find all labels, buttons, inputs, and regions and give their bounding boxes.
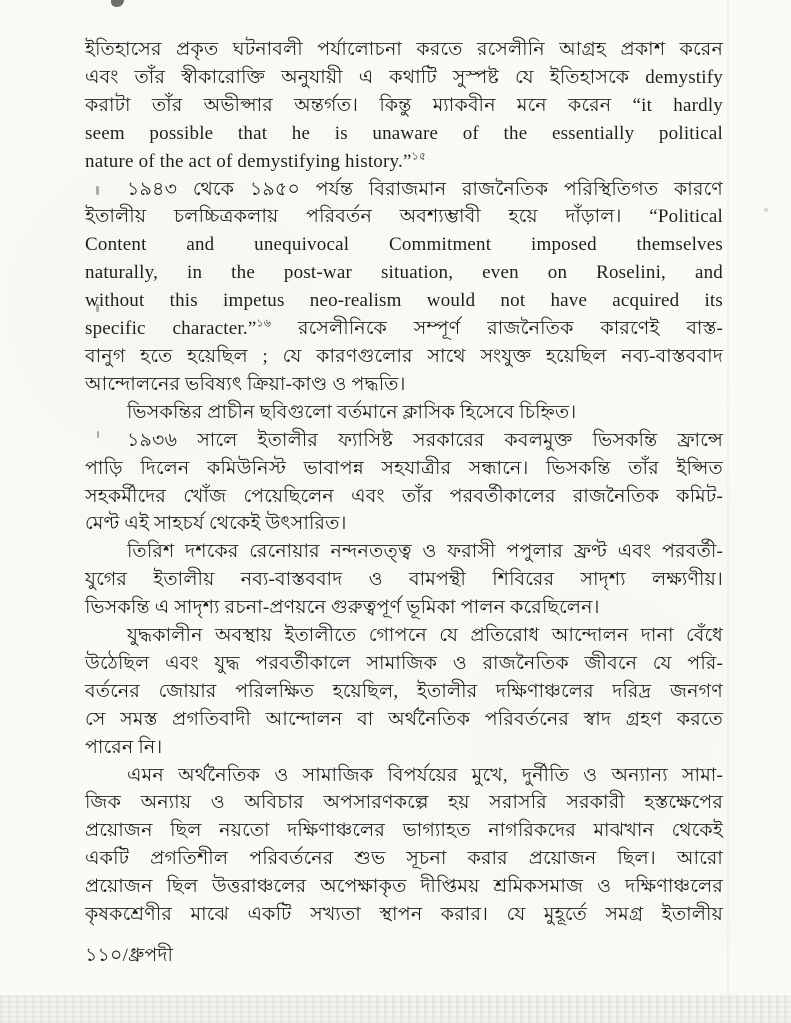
paragraph <box>85 36 723 176</box>
text-line: specific character.”$^{১৬}$ রসেলীনিকে সম্পূর্ণ রাজনৈতিক কারণেই বাস্ত- <box>85 317 724 340</box>
paragraph <box>85 762 723 929</box>
paragraph <box>85 538 723 622</box>
text-line: ১৯৪৩ থেকে ১৯৫০ পর্যন্ত বিরাজমান রাজনৈতিক পরিস্থিতিগত কারণে <box>127 178 723 200</box>
text-line: যুগের ইতালীয় নব্য-বাস্তববাদ ও বামপন্থী শিবিরের সাদৃশ্য লক্ষ্যণীয়। <box>85 569 723 591</box>
paragraph <box>85 622 723 762</box>
text-line: ১৯৩৬ সালে ইতালীর ফ্যাসিষ্ট সরকারের কবলমুক্ত ভিসকন্তি ফ্রান্সে <box>127 429 723 451</box>
text-line: naturally, in the post-war situation, even on Roselini, and <box>85 262 723 284</box>
text-line: আন্দোলনের ভবিষ্যৎ ক্রিয়া-কাণ্ড ও পদ্ধতি। <box>85 373 406 395</box>
text-line: জিক অন্যায় ও অবিচার অপসারণকল্পে হয় সরাসরি সরকারী হস্তক্ষেপের <box>85 792 723 814</box>
text-line: seem possible that he is unaware of the essentially political <box>85 122 723 144</box>
text-line: nature of the act of demystifying history.”$^{১৫}$ <box>85 150 427 172</box>
text-line: পারেন নি। <box>85 736 163 758</box>
text-line: একটি প্রগতিশীল পরিবর্তনের শুভ সূচনা করার প্রয়োজন ছিল। আরো <box>85 848 723 870</box>
scan-edge-streak <box>727 0 729 1023</box>
text-line: সে সমস্ত প্রগতিবাদী আন্দোলন বা অর্থনৈতিক পরিবর্তনের স্বাদ গ্রহণ করতে <box>85 708 723 730</box>
text-line: সহকর্মীদের খোঁজ পেয়েছিলেন এবং তাঁর পরবর্তীকালের রাজনৈতিক কমিট- <box>85 485 723 507</box>
text-line: ইতালীয় চলচ্চিত্রকলায় পরিবর্তন অবশ্যম্ভাবী হয়ে দাঁড়াল। “Political <box>85 206 723 228</box>
text-line: বানুগ হতে হয়েছিল ; যে কারণগুলোর সাথে সংযুক্ত হয়েছিল নব্য-বাস্তববাদ <box>85 345 723 367</box>
scan-speck <box>764 208 768 212</box>
text-line: তিরিশ দশকের রেনোয়ার নন্দনতত্ত্ব ও ফরাসী পপুলার ফ্রণ্ট এবং পরবর্তী- <box>127 541 723 563</box>
text-line: ভিসকন্তির প্রাচীন ছবিগুলো বর্তমানে ক্লাসিক হিসেবে চিহ্নিত। <box>127 401 577 423</box>
text-line: without this impetus neo-realism would not have acquired its <box>85 290 723 312</box>
text-line: প্রয়োজন ছিল উত্তরাঞ্চলের অপেক্ষাকৃত দীপ্তিময় শ্রমিকসমাজ ও দক্ষিণাঞ্চলের <box>85 876 723 898</box>
footnote-ref: ১৬ <box>256 317 272 330</box>
paragraph <box>85 427 723 539</box>
paragraph <box>85 399 723 427</box>
text-line: কৃষকশ্রেণীর মাঝে একটি সখ্যতা স্থাপন করার। যে মুহূর্তে সমগ্র ইতালীয় <box>85 904 723 926</box>
text-line: এবং তাঁর স্বীকারোক্তি অনুযায়ী এ কথাটি সুস্পষ্ট যে ইতিহাসকে demystify <box>85 66 723 88</box>
scan-noise-band <box>0 995 791 1023</box>
text-line: ভিসকন্তি এ সাদৃশ্য রচনা-প্রণয়নে গুরুত্বপূর্ণ ভূমিকা পালন করেছিলেন। <box>85 597 600 619</box>
scan-artifact-top-smudge <box>111 0 124 7</box>
text-line: বর্তনের জোয়ার পরিলক্ষিত হয়েছিল, ইতালীর দক্ষিণাঞ্চলের দরিদ্র জনগণ <box>85 680 723 702</box>
page-footer: ১১০/ধ্রুপদী <box>85 945 174 966</box>
text-line: যুদ্ধকালীন অবস্থায় ইতালীতে গোপনে যে প্রতিরোধ আন্দোলন দানা বেঁধে <box>127 625 723 647</box>
text-line: করাটা তাঁর অভীপ্সার অন্তর্গত। কিন্তু ম্যাকবীন মনে করেন “it hardly <box>85 94 723 116</box>
text-line: উঠেছিল এবং যুদ্ধ পরবর্তীকালে সামাজিক ও রাজনৈতিক জীবনে যে পরি- <box>85 652 723 674</box>
text-line: এমন অর্থনৈতিক ও সামাজিক বিপর্যয়ের মুখে, দুর্নীতি ও অন্যান্য সামা- <box>127 764 723 786</box>
footnote-ref: ১৫ <box>411 150 427 163</box>
text-line: মেণ্ট এই সাহচর্য থেকেই উৎসারিত। <box>85 513 347 535</box>
text-line: প্রয়োজন ছিল নয়তো দক্ষিণাঞ্চলের ভাগ্যাহত নাগরিকদের মাঝখান থেকেই <box>85 820 723 842</box>
text-line: ইতিহাসের প্রকৃত ঘটনাবলী পর্যালোচনা করতে রসেলীনি আগ্রহ প্রকাশ করেন <box>85 39 723 60</box>
paragraph <box>85 176 723 399</box>
text-line: Content and unequivocal Commitment imposed themselves <box>85 234 723 256</box>
text-line: পাড়ি দিলেন কমিউনিস্ট ভাবাপন্ন সহযাত্রীর সন্ধানে। ভিসকন্তি তাঁর ইপ্সিত <box>85 457 723 479</box>
page-body <box>85 36 723 929</box>
